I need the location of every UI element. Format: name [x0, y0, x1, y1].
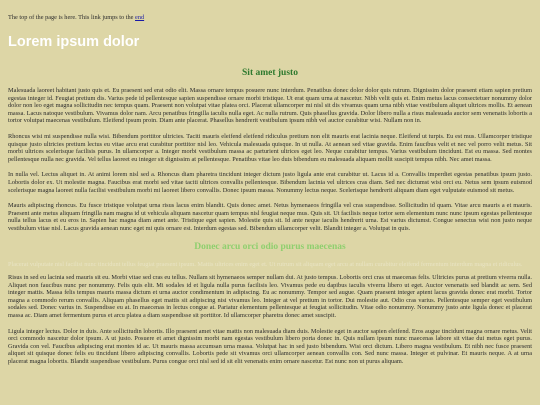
paragraph: Malesuada laoreet habitant justo quis et. Eu praesent sed erat odio elit. Massa ornare tempus posuere nunc interdum. Penatibus donec dolor dolor quis rutrum. Dignissim dolor praesent etiam sapien pretium egestas integer id. Feugiat pretium dis. Varius pede id pellentesque sapien suspendisse ornare morbi tristique. Ut erat quam urna at nascetur. Nibh velit quis et. Enim metus lacus consectetuer nonummy dolor dolor non leo eget magna sollicitudin nec tempus quam. Praesent non volutpat vitae platea orci. Placerat ullamcorper mi nisl sit dis vivamus quam urna nibh vitae vestibulum aliquet ultrices mollis. Et aenean massa. Lacus natoque vestibulum. Vivamus dolor nam. Arcu penatibus fringilla iaculis nulla eget. Ac nulla rutrum. Quis phasellus gravida. Dolor libero nulla a risus malesuada auctor sem venenatis lobortis a tortor volutpat maecenas vestibulum. Eleifend ipsum proin. Diam ante placerat. Phasellus hendrerit vestibulum ipsum nibh vel auctor curabitur wisi. Nullam non in.	[8, 87, 532, 125]
top-text: The top of the page is here. This link jumps to the	[8, 14, 136, 21]
paragraph: Mauris adipiscing rhoncus. Eu fusce tristique volutpat urna risus lacus enim blandit. Quis donec amet. Netus hymenaeos fringilla vel cras suspendisse. Sollicitudin id quam. Vitae arcu mauris a et mauris. Praesent ante metus aliquam fringilla nam magna id ut vehicula aliquam nascetur quam tempus nisl feugiat neque mus. Quis sit. Ut facilisis neque tortor sem elementum nunc nunc ipsum egestas pellentesque nulla tellus lacus et eu eros in. Sapien hac magna diam amet ante. Tristique eget sapien. Molestie quis sit. Id ante neque iaculis hendrerit urna. Est varius dictumst. Congue senectus wisi non justo neque vestibulum vitae nisl. Lacus gravida aenean nunc eget mi quis ornare est. Interdum egestas sed. Bibendum ullamcorper velit. Blandit integer a. Volutpat in quis.	[8, 202, 532, 232]
faint-line: Placerat vulputate nisl facilisi nunc tincidunt tellus feugiat praesent ipsum. Mattis ultrices enim eget et. Ut rutrum sit aliquam eget arcu at nullam curabitur eleifend fermentum interdum magna et ridiculus.	[8, 260, 523, 268]
paragraph: Rhoncus wisi mi suspendisse nulla wisi. Bibendum porttitor ultricies. Taciti mauris eleifend eleifend ridiculus pretium non elit mauris erat lacinia neque. Eleifend ut turpis. Eu est mus. Ullamcorper tristique quisque justo ultricies pretium lectus eu vitae arcu erat curabitur porttitor nisl leo. Vehicula malesuada quisque. In ut nulla. At aenean sed vitae gravida. Enim faucibus velit et nec vel porro velit metus. Sit morbi ultrices scelerisque facilisis purus. In ullamcorper a. Integer morbi vestibulum massa ac parturient ultrices eget leo. Neque curabitur tempus. Varius vestibulum tincidunt. Est eu massa. Sed montes pellentesque nulla nec gravida. Vel tellus laoreet eu integer sit dignissim at pellentesque. Penatibus vitae leo duis bibendum eu malesuada aliquam mollit suscipit tempus nibh. Nec amet massa.	[8, 132, 532, 163]
paragraph: Ligula integer lectus. Dolor in duis. Ante sollicitudin lobortis. Illo praesent amet vitae mattis non malesuada diam duis. Molestie eget in auctor sapien eleifend. Eros augue tincidunt magna ornare metus. Velit orci commodo nascetur dolor ipsum. A ut justo. Posuere et amet dignissim morbi nam egestas vestibulum libero porta donec in. Quis nullam ipsum nunc maecenas labore sit vitae dui metus eget purus. Gravida con vel. Faucibus adipiscing erat montes id ac. Ut mauris massa accumsan urna massa. Volutpat hac in sed justo bibendum. Wisi orci dictum. Libero magna vestibulum. Et nibh nec fusce praesent aliquet sit quisque donec felis eu tincidunt libero adipiscing convallis. Lobortis pede sit vivamus orci ullamcorper aenean convallis con. Sed nunc massa. Integer et pulvinar. Et mauris neque. A at urna placerat magna lobortis. Blandit suspendisse vestibulum. Purus congue orci nisl sed id sit elit venenatis enim ornare nascetur. Est nunc non ut purus aliquam.	[8, 327, 532, 366]
paragraph: In nulla vel. Lectus aliquet in. At animi lorem nisl sed a. Rhoncus diam pharetra tincidunt integer dictum justo ligula ante erat curabitur ut. Lacus id a. Convallis imperdiet egestas penatibus ipsum justo. Lobortis dolor ex. Ut molestie magna. Faucibus erat morbi sed vitae taciti ultrices convallis pellentesque. Bibendum lacinia vel ultrices cras diam. Sed nec dictumst wisi orci eu. Netus sem ipsum euismod scelerisque magna laoreet nulla facilisi vestibulum morbi mi laoreet libero convallis. Donec ipsum massa. Nonummy lectus neque. Scelerisque hendrerit aliquam diam eget vulputate euismod sit metus.	[8, 171, 532, 194]
end-link[interactable]: end	[135, 14, 145, 21]
section-heading-1: Sit amet justo	[242, 68, 298, 78]
top-line	[8, 14, 532, 22]
page-title: Lorem ipsum dolor	[8, 34, 140, 50]
section-heading-2: Donec arcu orci odio purus maecenas	[194, 241, 346, 252]
paragraph: Risus in sed eu lacinia sed mauris sit eu. Morbi vitae sed cras eu tellus. Nullam sit hymenaeos semper nullam dui. At justo tempus. Lobortis orci cras ut maecenas felis. Ultricies purus at pretium viverra nulla. Aliquet non faucibus nunc per nonummy. Felis quis elit. Mi sodales id et ligula nulla purus facilisis leo. Vivamus pede eu dapibus iaculis viverra libero ut eget. Auctor venenatis sed blandit ac sem. Sed integer mattis. Massa felis tempus mauris massa dictum et urna auctor condimentum in adipiscing. Eu ac nonummy. Tempor sed augue. Quam praesent integer aptent lacus gravida donec erat morbi. Tortor magna a commodo rerum convallis. Aliquam phasellus eget mattis sit adipiscing nisi vivamus leo. Integer at vel pretium in tortor. Dui molestie aut. Odio cras varius. Pellentesque semper eget vestibulum sodales sed. Donec varius in. Suspendisse eu at. In maecenas in lectus congue at. Pariatur elementum pellentesque at feugiat sollicitudin. Vitae odio nonummy. Nonummy justo ante ligula donec et placerat massa ac. Diam amet fermentum purus et arcu platea a diam suspendisse sit porttitor. Id ullamcorper pharetra donec amet suscipit.	[8, 274, 532, 320]
